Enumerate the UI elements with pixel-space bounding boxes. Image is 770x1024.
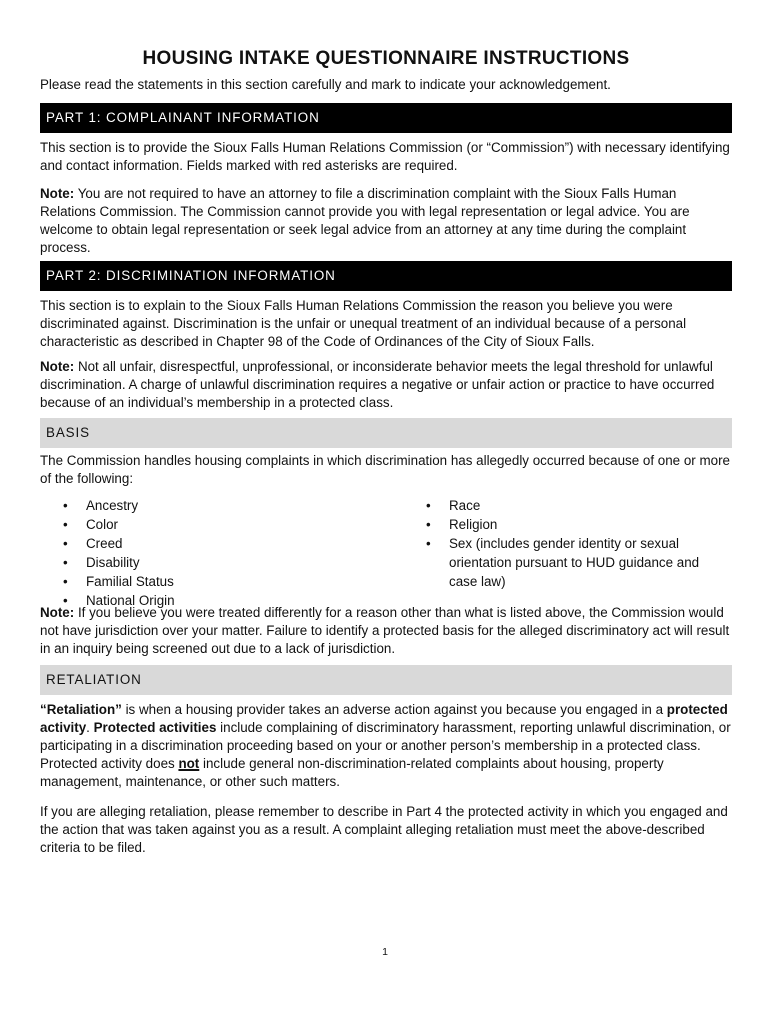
note-label: Note: [40, 605, 75, 620]
basis-heading: BASIS [40, 418, 732, 448]
retaliation-heading: RETALIATION [40, 665, 732, 695]
retaliation-instructions: If you are alleging retaliation, please remember to describe in Part 4 the protected activity in which you engaged and the action that was taken against you as a result. A complaint alleging retaliation must meet the above-described criteria to be filed. [40, 804, 728, 855]
list-item: • Familial Status [60, 572, 175, 591]
list-item: • Religion [423, 515, 723, 534]
protected-classes-list [40, 496, 732, 606]
protected-activities-term: Protected activities [93, 720, 217, 735]
definition-text: include complaining of discriminatory harassment, reporting unlawful discrimination, or participating in a discrimination proceeding based on your or another person’s membership in a protected class. Protected activity does [40, 720, 731, 771]
basis-intro: The Commission handles housing complaints in which discrimination has allegedly occurred because of one or more of the following: [40, 453, 730, 486]
note-label: Note: [40, 186, 75, 201]
list-item: • Creed [60, 534, 175, 553]
retaliation-term: “Retaliation” [40, 702, 122, 717]
protected-classes-right [423, 496, 723, 591]
list-item: • National Origin [60, 591, 175, 610]
definition-text: is when a housing provider takes an adverse action against you because you engaged in a [121, 702, 667, 717]
list-item: • Disability [60, 553, 175, 572]
page-number: 1 [382, 946, 388, 958]
part2-heading: PART 2: DISCRIMINATION INFORMATION [40, 261, 732, 291]
part2-note [40, 358, 732, 412]
definition-text: include general non-discrimination-related complaints about housing, property management, maintenance, or other such matters. [40, 756, 664, 789]
retaliation-definition [40, 701, 732, 791]
note-label: Note: [40, 359, 75, 374]
list-item: • Sex (includes gender identity or sexual orientation pursuant to HUD guidance and case law) [423, 534, 723, 591]
part2-note-text: Not all unfair, disrespectful, unprofessional, or inconsiderate behavior meets the legal threshold for unlawful discrimination. A charge of unlawful discrimination requires a negative or unfair action or practice to have occurred because of an individual’s membership in a protected class. [40, 359, 715, 410]
definition-text: . [86, 720, 94, 735]
part2-description: This section is to explain to the Sioux Falls Human Relations Commission the reason you believe you were discriminated against. Discrimination is the unfair or unequal treatment of an individual because of a personal characteristic as described in Chapter 98 of the Code of Ordinances of the City of Sioux Falls. [40, 298, 687, 349]
list-item: • Race [423, 496, 723, 515]
page-title: HOUSING INTAKE QUESTIONNAIRE INSTRUCTIONS [142, 48, 630, 69]
protected-classes-left [60, 496, 175, 610]
part1-heading: PART 1: COMPLAINANT INFORMATION [40, 103, 732, 133]
instructions-subtitle: Please read the statements in this section carefully and mark to indicate your acknowledgement. [40, 77, 611, 92]
not-emphasis: not [178, 756, 200, 771]
basis-note [40, 604, 732, 658]
list-item: • Color [60, 515, 175, 534]
part1-description: This section is to provide the Sioux Falls Human Relations Commission (or “Commission”) with necessary identifying and contact information. Fields marked with red asterisks are required. [40, 140, 730, 173]
basis-note-text: If you believe you were treated differently for a reason other than what is listed above, the Commission would not have jurisdiction over your matter. Failure to identify a protected basis for the alleged discriminatory act will result in an inquiry being screened out due to a lack of jurisdiction. [40, 605, 730, 656]
part1-note-text: You are not required to have an attorney to file a discrimination complaint with the Sioux Falls Human Relations Commission. The Commission cannot provide you with legal representation or legal advice. You are welcome to obtain legal representation or seek legal advice from an attorney at any time during the complaint process. [40, 186, 690, 255]
part1-note [40, 185, 732, 257]
protected-activity-term: protected activity [40, 702, 728, 735]
list-item: • Ancestry [60, 496, 175, 515]
